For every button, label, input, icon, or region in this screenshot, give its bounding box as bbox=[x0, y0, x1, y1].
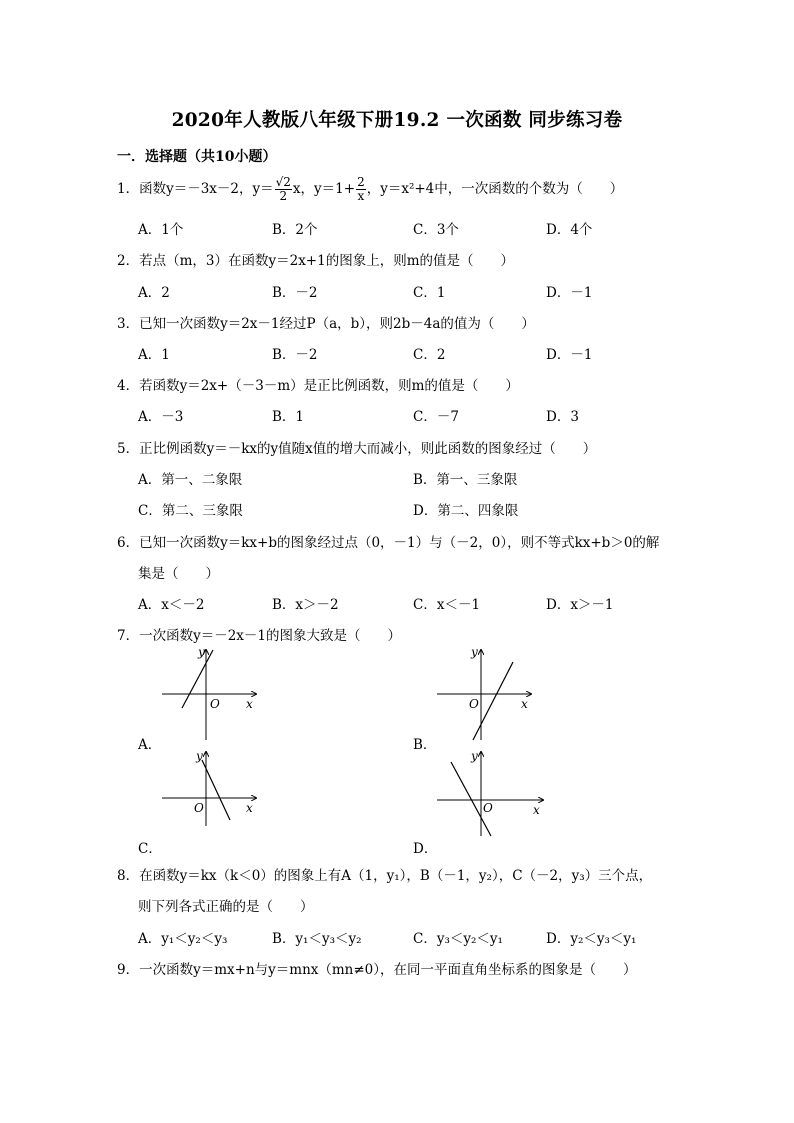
math-expression: y＝－3x－2，y＝ bbox=[166, 181, 274, 197]
question-number: 1． bbox=[117, 181, 140, 197]
option-b[interactable]: B．y₁＜y₃＜y₂ bbox=[272, 931, 362, 947]
option-d[interactable]: D．4个 bbox=[546, 222, 593, 238]
option-b[interactable]: B．2个 bbox=[272, 222, 318, 238]
y-axis-label: y bbox=[198, 646, 205, 659]
page-title: 2020年人教版八年级下册19.2 一次函数 同步练习卷 bbox=[171, 110, 623, 131]
option-b[interactable]: B．－2 bbox=[272, 285, 318, 301]
option-a[interactable]: A．1 bbox=[138, 347, 170, 363]
question-4: 4．若函数y＝2x+（－3－m）是正比例函数，则m的值是（ ） bbox=[117, 378, 519, 394]
option-d[interactable]: D．－1 bbox=[546, 285, 593, 301]
origin-label: O bbox=[210, 697, 220, 711]
option-b[interactable]: B．1 bbox=[272, 409, 305, 425]
section-heading: 一．选择题（共10小题） bbox=[117, 149, 277, 165]
question-text: 中，一次函数的个数为（ ） bbox=[434, 181, 624, 197]
option-c[interactable]: C．y₃＜y₂＜y₁ bbox=[413, 931, 503, 947]
x-axis-label: x bbox=[521, 697, 528, 711]
option-d[interactable]: D．－1 bbox=[546, 347, 593, 363]
origin-label: O bbox=[194, 801, 204, 815]
y-axis-label: y bbox=[471, 749, 478, 763]
math-expression: x，y＝1+ bbox=[292, 181, 356, 197]
question-8-continued: 则下列各式正确的是（ ） bbox=[138, 899, 314, 915]
option-b[interactable]: B．第一、三象限 bbox=[413, 472, 518, 488]
graph-b[interactable] bbox=[435, 646, 535, 742]
math-expression: ，y＝x²+4 bbox=[366, 181, 435, 197]
option-a[interactable]: A．x＜－2 bbox=[138, 597, 205, 613]
option-a[interactable]: A．－3 bbox=[138, 409, 184, 425]
option-d[interactable]: D．第二、四象限 bbox=[413, 503, 519, 519]
question-6: 6．已知一次函数y＝kx+b的图象经过点（0，－1）与（－2，0），则不等式kx+b＞0的解 bbox=[117, 535, 660, 551]
graph-c[interactable] bbox=[160, 748, 260, 828]
origin-label: O bbox=[469, 697, 479, 711]
option-c[interactable]: C．2 bbox=[413, 347, 446, 363]
option-b[interactable]: B．－2 bbox=[272, 347, 318, 363]
option-a[interactable]: A．2 bbox=[138, 285, 170, 301]
option-a[interactable]: A． bbox=[138, 737, 162, 753]
function-line bbox=[451, 762, 491, 836]
fraction: $\frac{√2}{2}$ bbox=[275, 175, 291, 203]
question-8: 8．在函数y＝kx（k＜0）的图象上有A（1，y₁），B（－1，y₂），C（－2，y₃）三个点， bbox=[117, 868, 653, 884]
option-d[interactable]: D． bbox=[413, 841, 438, 857]
option-c[interactable]: C．－7 bbox=[413, 409, 459, 425]
option-c[interactable]: C．1 bbox=[413, 285, 446, 301]
question-9: 9．一次函数y＝mx+n与y＝mnx（mn≠0），在同一平面直角坐标系的图象是（ ） bbox=[117, 962, 637, 978]
question-7: 7．一次函数y＝－2x－1的图象大致是（ ） bbox=[117, 628, 402, 644]
origin-label: O bbox=[483, 801, 493, 815]
question-text: 函数 bbox=[139, 181, 167, 197]
option-c[interactable]: C．x＜－1 bbox=[413, 597, 481, 613]
option-b[interactable]: B．x＞－2 bbox=[272, 597, 339, 613]
y-axis-label: y bbox=[196, 749, 203, 763]
x-axis-label: x bbox=[533, 803, 540, 817]
graph-d[interactable] bbox=[435, 748, 547, 838]
option-c[interactable]: C． bbox=[138, 841, 162, 857]
graph-a[interactable] bbox=[160, 646, 260, 742]
question-1 bbox=[117, 176, 623, 203]
question-2: 2．若点（m，3）在函数y＝2x+1的图象上，则m的值是（ ） bbox=[117, 253, 515, 269]
option-d[interactable]: D．y₂＜y₃＜y₁ bbox=[546, 931, 637, 947]
question-6-continued: 集是（ ） bbox=[138, 566, 219, 582]
option-a[interactable]: A．y₁＜y₂＜y₃ bbox=[138, 931, 228, 947]
x-axis-label: x bbox=[246, 697, 253, 711]
question-5: 5．正比例函数y＝－kx的y值随x值的增大而减小，则此函数的图象经过（ ） bbox=[117, 441, 597, 457]
option-d[interactable]: D．x＞－1 bbox=[546, 597, 614, 613]
option-a[interactable]: A．第一、二象限 bbox=[138, 472, 243, 488]
option-c[interactable]: C．3个 bbox=[413, 222, 459, 238]
option-d[interactable]: D．3 bbox=[546, 409, 579, 425]
option-c[interactable]: C．第二、三象限 bbox=[138, 503, 243, 519]
y-axis-label: y bbox=[471, 646, 478, 659]
fraction: $\frac{2}{x}$ bbox=[357, 175, 365, 203]
question-3: 3．已知一次函数y＝2x－1经过P（a，b），则2b－4a的值为（ ） bbox=[117, 316, 535, 332]
option-b[interactable]: B． bbox=[413, 737, 437, 753]
function-line bbox=[473, 662, 513, 740]
option-a[interactable]: A．1个 bbox=[138, 222, 184, 238]
x-axis-label: x bbox=[246, 801, 253, 815]
